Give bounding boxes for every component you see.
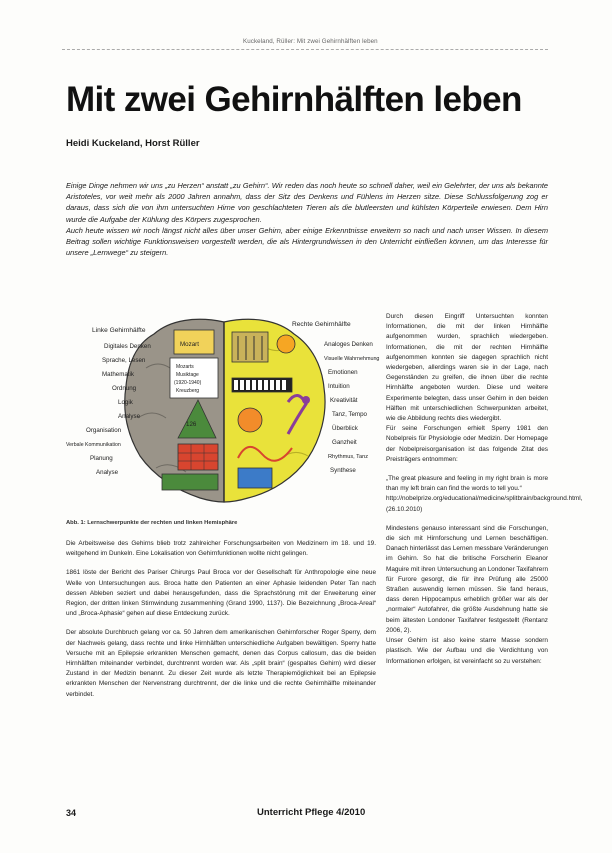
left-hemisphere-heading: Linke Gehirnhälfte [92,327,146,334]
body-paragraph: Durch diesen Eingriff Untersuchten konnten Informationen, die mit der linken Hirnhälfte aufgenommen wurden, sprachlich wiedergeben. Informationen, die mit der rechten Hirnhälfte aufgenommen konnten sie dagegen sprachlich nicht wiedergeben, allerdings waren sie in der Lage, nach Gegenständen zu greifen, die ihnen über die rechte Hirnhälfte angeboten wurden. Diese und weitere Experimente belegten, dass unser Gehirn in den beiden Hälften mit unterschiedlichen Schwerpunkten arbeitet, wie die Abbildung rechts dies wiedergibt. [386,313,548,423]
temple-icon [232,332,268,362]
dancer-head-icon [302,396,310,404]
drawing-text: Mozart [180,341,199,348]
palette-icon [238,408,262,432]
drawing-text: 126 [186,421,197,428]
drawing-text: Kreuzberg [176,388,200,394]
right-column [386,312,583,667]
right-label: Visuelle Wahrnehmung [324,356,380,362]
left-label: Digitales Denken [104,343,151,350]
left-label: Mathematik [102,371,134,378]
left-label: Analyse [118,413,141,420]
right-label: Rhythmus, Tanz [328,454,369,460]
right-hemisphere-heading: Rechte Gehirnhälfte [292,321,351,328]
source-link: http://nobelprize.org/educational/medicine/splitbrain/background.html, (26.10.2010) [386,495,583,513]
right-label: Kreativität [330,397,358,404]
left-label: Analyse [96,469,119,476]
left-label: Organisation [86,427,122,434]
left-label: Logik [118,399,133,406]
figure-caption: Abb. 1: Lernschwerpunkte der rechten und linken Hemisphäre [66,520,238,526]
drawing-text: (1920-1940) [174,380,202,386]
body-paragraph: 1861 löste der Bericht des Pariser Chirurgs Paul Broca vor der Gesellschaft für Anthropologie eine neue Welle von Untersuchungen aus. Broca hatte den Patienten an einer Aphasie leidenden Peter Tan nach dessen Ableben seziert und dabei herausgefunden, dass die Sprachstörung mit der Erweiterung einer Region, der dritten linken Stirnwindung zusammenhing (Grand 1990, 1137). Die Bezeichnung „Broca-Areal“ und „Broca-Aphasie“ gehen auf diese Entdeckung zurück. [66,569,376,618]
authors: Heidi Kuckeland, Horst Rüller [66,138,200,149]
quote: „The great pleasure and feeling in my right brain is more than my left brain can find the words to tell you.“ [386,475,548,493]
body-paragraph: Der absolute Durchbruch gelang vor ca. 50 Jahren dem amerikanischen Gehirnforscher Roger Sperry, dem der Nachweis gelang, dass rechte und linke Hirnhälften unterschiedliche Aufgaben bewältigen. Sperry hatte Versuche mit an Epilepsie erkrankten Menschen gemacht, denen das Corpus callosum, das die beiden Hirnhälften miteinander verbindet, durchtrennt worden war. Als „split brain“ (gespaltes Gehirn) wird dieser Zustand in der Medizin benannt. Zu dieser Zeit wurde als letzte Therapiemöglichkeit bei an Epilepsie erkrankten Menschen der Nervenstrang durchtrennt, der die linke und die rechte Gehirnhälfte miteinander verbindet. [66,629,376,698]
running-head: Kuckeland, Rüller: Mit zwei Gehirnhälften leben [243,38,378,45]
intro-paragraph: Auch heute wissen wir noch längst nicht alles über unser Gehirn, aber einige Erkenntnisse erweitern so nach und nach unser Wissen. In diesem Beitrag sollen wichtige Funktionsweisen vorgestellt werden, die als Hintergrundwissen in den Unterricht einfließen können, um das Interesse für unsere „Lernwege“ zu steigern. [66,225,548,258]
header-rule [62,49,548,50]
right-label: Emotionen [328,369,358,376]
right-label: Ganzheit [332,439,357,446]
article-title: Mit zwei Gehirnhälften leben [66,80,522,119]
left-label: Verbale Kommunikation [66,442,121,448]
right-label: Synthese [330,467,356,474]
right-label: Analoges Denken [324,341,373,348]
brain-figure [66,308,382,514]
left-label: Planung [90,455,113,462]
drawing-text: Musiktage [176,372,199,378]
body-paragraph: Mindestens genauso interessant sind die Forschungen, die sich mit Hirnforschung und Lernen beschäftigen. Danach hinterlässt das Lernen messbare Veränderungen im Gehirn. So hat die britische Forscherin Eleanor Maguire mit ihren Untersuchung an Londoner Taxifahrern für Furore gesorgt, die für ihre Prüfung alle 25000 Straßen auswendig lernen müssen. Sie fand heraus, dass deren Hippocampus erheblich größer war als der „normaler“ Autofahrer, die größte Ausdehnung hatte sie beim ältesten Londoner Taxifahrer festgestellt (Rentanz 2006, 2). [386,524,548,634]
right-label: Überblick [332,425,358,432]
brain-illustration [66,308,382,514]
intro-text [66,180,548,258]
body-paragraph: Unser Gehirn ist also keine starre Masse sondern plastisch. Wie der Aufbau und die Verdichtung von Informationen erfolgen, ist vereinfacht so zu verstehen: [386,637,548,665]
left-label: Ordnung [112,385,137,392]
left-column [66,539,376,709]
right-label: Intuition [328,383,350,390]
picture-icon [238,468,272,488]
sun-icon [277,335,295,353]
drawing-text: Mozarts [176,364,194,370]
body-paragraph: Die Arbeitsweise des Gehirns blieb trotz zahlreicher Forschungsarbeiten von Medizinern im 18. und 19. weitgehend im Dunkeln. Eine Lokalisation von Gehirnfunktionen wollte nicht gelingen. [66,540,376,558]
book-icon [162,474,218,490]
grid-chart-icon [178,444,218,470]
body-paragraph: Für seine Forschungen erhielt Sperry 1981 den Nobelpreis für Physiologie oder Medizin. Der Homepage der Nobelpreisorganisation ist das folgende Zitat des Preisträgers entnommen: [386,425,548,463]
page-number: 34 [66,808,77,818]
journal-footer: Unterricht Pflege 4/2010 [257,807,366,818]
intro-paragraph: Einige Dinge nehmen wir uns „zu Herzen“ anstatt „zu Gehirn“. Wir reden das noch heute so schnell daher, weil ein Gelehrter, der uns als bekannte Aristoteles, vor weit mehr als 2000 Jahren annahm, dass der Sitz des Denkens und Fühlens im Herzen sitze. Diese Schlussfolgerung zog er daraus, dass sich die von ihm untersuchten Hirne von geschlachteten Tieren als die blutleersten und kühlsten Körperteile erwiesen. Dem Hirn wurde die Aufgabe der Kühlung des Körpers zugesprochen. [66,181,548,224]
right-label: Tanz, Tempo [332,411,367,418]
left-label: Sprache, Lesen [102,357,146,364]
